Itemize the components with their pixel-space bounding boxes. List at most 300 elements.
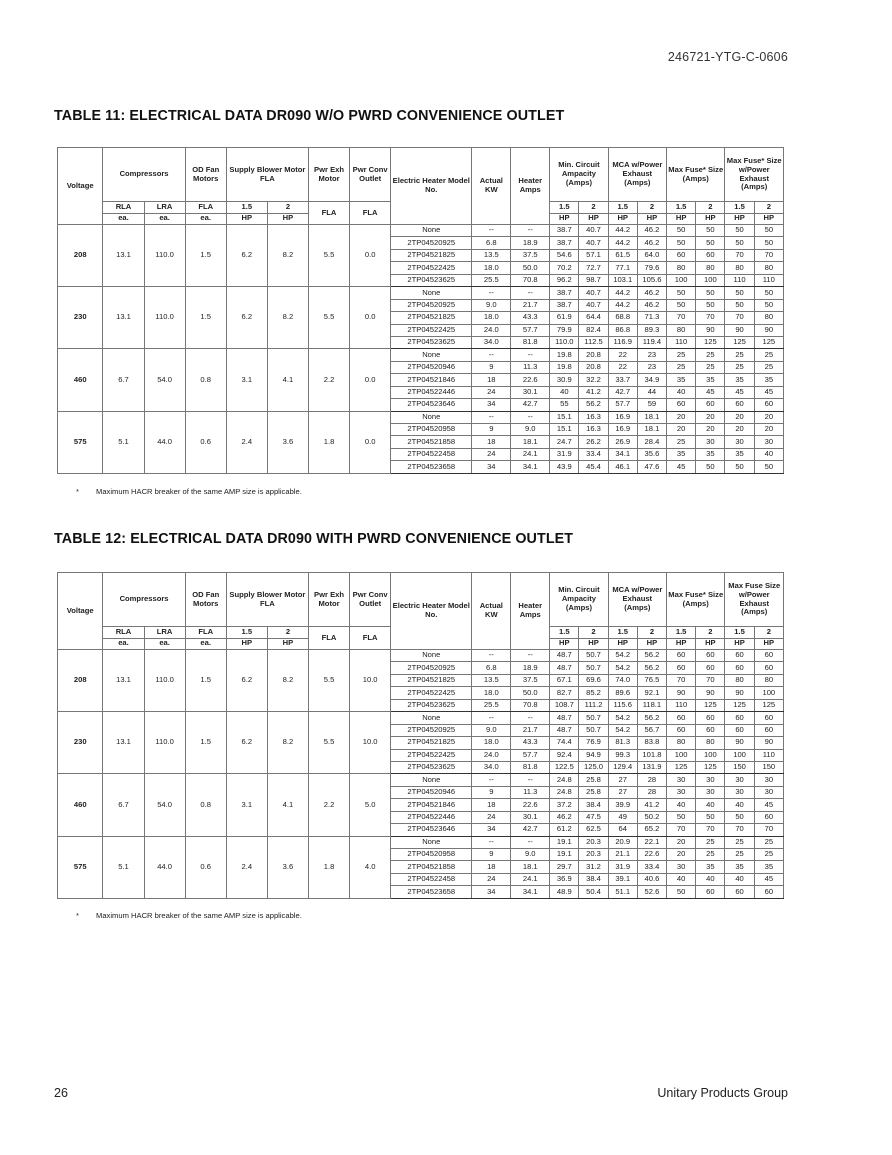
max-fuse-header: Max Fuse* Size (Amps) [667,148,725,202]
max-fuse-exh-15-cell: 50 [725,811,754,823]
rla-value: 13.1 [103,287,144,349]
mca-2-cell: 56.2 [579,399,608,411]
actual-kw-cell: 24.0 [472,749,511,761]
actual-kw-cell: 13.5 [472,249,511,261]
max-fuse-exh-15-cell: 35 [725,861,754,873]
od-fan-fla-value: 0.8 [185,349,226,411]
max-fuse-15-cell: 50 [667,886,696,898]
mca-2-cell: 20.8 [579,349,608,361]
actual-kw-cell: 18.0 [472,312,511,324]
mca-exh-15-cell: 26.9 [608,436,637,448]
pwr-exh-fla-value: 2.2 [308,774,349,836]
mca-exh-2-cell: 56.2 [637,650,666,662]
actual-kw-header: Actual KW [472,148,511,225]
max-fuse-2-cell: 50 [696,237,725,249]
mca-exh-15-cell: 57.7 [608,399,637,411]
mca-exh-2-cell: 34.9 [637,374,666,386]
max-fuse-exh-15-cell: 20 [725,411,754,423]
max-fuse-15-cell: 25 [667,361,696,373]
heater-amps-cell: 42.7 [511,824,550,836]
max-fuse-exh-15-cell: 25 [725,361,754,373]
mca-15-cell: 29.7 [550,861,579,873]
rla-value: 13.1 [103,650,144,712]
lra-value: 44.0 [144,411,185,473]
heater-amps-cell: 18.9 [511,662,550,674]
max-fuse-2-cell: 100 [696,274,725,286]
od-fan-fla-value: 0.6 [185,411,226,473]
heater-amps-cell: 50.0 [511,687,550,699]
mca-exh-2-cell: 46.2 [637,299,666,311]
max-fuse-exh-15-cell: 30 [725,436,754,448]
mca-exh-15-cell: 99.3 [608,749,637,761]
mca-2-cell: 40.7 [579,237,608,249]
pwr-exh-motor-header: Pwr Exh Motor [308,573,349,627]
max-fuse-exh-2-cell: 90 [754,324,783,336]
max-fuse-2-cell: 20 [696,411,725,423]
heater-model-cell: 2TP04521825 [391,737,472,749]
mca-exh-15-cell: 21.1 [608,849,637,861]
max-fuse-exh-2-cell: 35 [754,861,783,873]
max-fuse-15-cell: 110 [667,336,696,348]
mca-power-exhaust-header: MCA w/Power Exhaust (Amps) [608,148,666,202]
mca-15-cell: 74.4 [550,737,579,749]
hp-15-header: 1.5 [725,202,754,214]
mca-exh-15-cell: 115.6 [608,699,637,711]
max-fuse-2-cell: 20 [696,424,725,436]
heater-model-header: Electric Heater Model No. [391,573,472,650]
max-fuse-2-cell: 70 [696,824,725,836]
heater-amps-header: Heater Amps [511,573,550,650]
blower-15-header: 1.5 [226,627,267,639]
max-fuse-2-cell: 35 [696,861,725,873]
max-fuse-2-cell: 25 [696,349,725,361]
mca-2-cell: 33.4 [579,448,608,460]
mca-15-cell: 96.2 [550,274,579,286]
pwr-exh-fla-value: 1.8 [308,836,349,898]
mca-exh-2-cell: 40.6 [637,873,666,885]
mca-exh-2-cell: 119.4 [637,336,666,348]
max-fuse-15-cell: 50 [667,225,696,237]
rla-value: 5.1 [103,836,144,898]
mca-15-cell: 79.9 [550,324,579,336]
heater-model-cell: 2TP04522458 [391,873,472,885]
conv-outlet-fla-value: 0.0 [350,225,391,287]
footer-company: Unitary Products Group [657,1086,788,1100]
mca-2-cell: 47.5 [579,811,608,823]
max-fuse-15-cell: 30 [667,774,696,786]
max-fuse-exh-2-cell: 20 [754,424,783,436]
mca-exh-15-cell: 44.2 [608,237,637,249]
conv-fla-header: FLA [350,627,391,650]
max-fuse-exh-2-cell: 60 [754,662,783,674]
voltage-value: 208 [58,225,103,287]
max-fuse-15-cell: 20 [667,424,696,436]
actual-kw-cell: 24 [472,811,511,823]
heater-amps-cell: -- [511,225,550,237]
heater-model-cell: 2TP04522446 [391,386,472,398]
max-fuse-2-cell: 80 [696,737,725,749]
heater-model-cell: 2TP04523625 [391,274,472,286]
max-fuse-15-cell: 35 [667,448,696,460]
heater-amps-cell: 30.1 [511,386,550,398]
footnote-text: Maximum HACR breaker of the same AMP size is applicable. [96,911,302,920]
blower-2-value: 4.1 [267,349,308,411]
mca-exh-15-cell: 16.9 [608,424,637,436]
max-fuse-exh-2-cell: 60 [754,886,783,898]
max-fuse-exh-15-cell: 60 [725,650,754,662]
rla-value: 13.1 [103,712,144,774]
voltage-value: 575 [58,411,103,473]
mca-15-cell: 19.1 [550,836,579,848]
heater-amps-cell: 22.6 [511,374,550,386]
rla-value: 6.7 [103,349,144,411]
unit-hp: HP [754,638,783,650]
hp-15-header: 1.5 [608,627,637,639]
compressors-header: Compressors [103,148,185,202]
heater-model-cell: 2TP04520946 [391,361,472,373]
max-fuse-15-cell: 30 [667,861,696,873]
mca-exh-2-cell: 56.7 [637,724,666,736]
heater-amps-cell: 34.1 [511,886,550,898]
max-fuse-15-cell: 45 [667,461,696,473]
heater-model-cell: 2TP04520925 [391,237,472,249]
mca-15-cell: 54.6 [550,249,579,261]
mca-exh-2-cell: 22.6 [637,849,666,861]
max-fuse-15-cell: 20 [667,849,696,861]
unit-ea: ea. [144,638,185,650]
actual-kw-cell: 18 [472,436,511,448]
mca-15-cell: 19.8 [550,349,579,361]
heater-model-cell: 2TP04523658 [391,886,472,898]
max-fuse-2-cell: 100 [696,749,725,761]
hp-2-header: 2 [696,627,725,639]
max-fuse-exh-2-cell: 60 [754,650,783,662]
max-fuse-exh-15-cell: 60 [725,399,754,411]
blower-2-value: 3.6 [267,836,308,898]
mca-exh-15-cell: 46.1 [608,461,637,473]
voltage-value: 230 [58,287,103,349]
hp-2-header: 2 [754,627,783,639]
max-fuse-2-cell: 60 [696,662,725,674]
blower-15-value: 3.1 [226,349,267,411]
mca-exh-15-cell: 77.1 [608,262,637,274]
mca-15-cell: 30.9 [550,374,579,386]
mca-exh-15-cell: 81.3 [608,737,637,749]
max-fuse-2-cell: 60 [696,249,725,261]
voltage-value: 460 [58,349,103,411]
max-fuse-exh-2-cell: 45 [754,386,783,398]
max-fuse-exh-15-cell: 60 [725,724,754,736]
mca-15-cell: 36.9 [550,873,579,885]
mca-exh-15-cell: 51.1 [608,886,637,898]
mca-2-cell: 20.3 [579,849,608,861]
heater-amps-cell: 43.3 [511,312,550,324]
max-fuse-15-cell: 100 [667,749,696,761]
heater-model-cell: 2TP04522425 [391,687,472,699]
mca-2-cell: 112.5 [579,336,608,348]
heater-amps-cell: 57.7 [511,749,550,761]
lra-value: 110.0 [144,225,185,287]
mca-15-cell: 82.7 [550,687,579,699]
mca-15-cell: 38.7 [550,237,579,249]
actual-kw-cell: 6.8 [472,237,511,249]
mca-exh-2-cell: 23 [637,361,666,373]
max-fuse-exhaust-header: Max Fuse* Size w/Power Exhaust (Amps) [725,148,784,202]
mca-exh-15-cell: 31.9 [608,861,637,873]
conv-outlet-fla-value: 5.0 [350,774,391,836]
lra-header: LRA [144,627,185,639]
mca-exh-2-cell: 101.8 [637,749,666,761]
mca-exh-15-cell: 44.2 [608,287,637,299]
max-fuse-15-cell: 50 [667,237,696,249]
mca-exh-2-cell: 118.1 [637,699,666,711]
max-fuse-15-cell: 125 [667,761,696,773]
table-row [58,349,784,361]
unit-hp: HP [550,638,579,650]
mca-exh-15-cell: 39.9 [608,799,637,811]
heater-model-cell: 2TP04520946 [391,786,472,798]
mca-2-cell: 50.7 [579,650,608,662]
mca-exh-15-cell: 22 [608,361,637,373]
mca-exh-2-cell: 131.9 [637,761,666,773]
max-fuse-exh-15-cell: 70 [725,824,754,836]
heater-amps-cell: 11.3 [511,786,550,798]
heater-amps-cell: 43.3 [511,737,550,749]
mca-2-cell: 38.4 [579,799,608,811]
mca-15-cell: 55 [550,399,579,411]
mca-exh-15-cell: 44.2 [608,299,637,311]
blower-15-value: 2.4 [226,411,267,473]
actual-kw-cell: 34 [472,461,511,473]
heater-model-cell: 2TP04523625 [391,761,472,773]
table-row [58,774,784,786]
max-fuse-exh-15-cell: 125 [725,699,754,711]
conv-fla-header: FLA [350,202,391,225]
max-fuse-2-cell: 45 [696,386,725,398]
mca-exh-15-cell: 74.0 [608,674,637,686]
actual-kw-cell: 24.0 [472,324,511,336]
max-fuse-exh-2-cell: 50 [754,237,783,249]
max-fuse-exh-2-cell: 30 [754,774,783,786]
hp-2-header: 2 [696,202,725,214]
max-fuse-15-cell: 80 [667,737,696,749]
mca-2-cell: 125.0 [579,761,608,773]
max-fuse-exh-15-cell: 70 [725,249,754,261]
actual-kw-cell: 18 [472,374,511,386]
heater-amps-cell: -- [511,349,550,361]
heater-amps-cell: 18.1 [511,436,550,448]
max-fuse-exh-15-cell: 90 [725,737,754,749]
mca-exh-2-cell: 33.4 [637,861,666,873]
mca-15-cell: 38.7 [550,225,579,237]
mca-exh-2-cell: 46.2 [637,237,666,249]
max-fuse-15-cell: 80 [667,262,696,274]
hp-2-header: 2 [637,627,666,639]
heater-amps-cell: 18.9 [511,237,550,249]
max-fuse-2-cell: 125 [696,336,725,348]
max-fuse-15-cell: 60 [667,712,696,724]
max-fuse-exh-15-cell: 35 [725,448,754,460]
unit-hp: HP [608,638,637,650]
blower-15-value: 6.2 [226,712,267,774]
od-fan-fla-value: 1.5 [185,225,226,287]
max-fuse-exh-2-cell: 80 [754,312,783,324]
max-fuse-exh-2-cell: 100 [754,687,783,699]
mca-2-cell: 20.8 [579,361,608,373]
max-fuse-2-cell: 125 [696,761,725,773]
mca-2-cell: 85.2 [579,687,608,699]
mca-exh-15-cell: 64 [608,824,637,836]
hp-15-header: 1.5 [725,627,754,639]
heater-amps-cell: -- [511,287,550,299]
compressors-header: Compressors [103,573,185,627]
max-fuse-exh-15-cell: 40 [725,873,754,885]
mca-2-cell: 16.3 [579,411,608,423]
max-fuse-2-cell: 80 [696,262,725,274]
heater-model-cell: 2TP04520925 [391,299,472,311]
mca-2-cell: 32.2 [579,374,608,386]
max-fuse-exh-15-cell: 60 [725,712,754,724]
conv-outlet-fla-value: 4.0 [350,836,391,898]
heater-amps-cell: -- [511,712,550,724]
pwr-exh-fla-header: FLA [308,202,349,225]
hp-2-header: 2 [579,202,608,214]
max-fuse-exh-15-cell: 90 [725,687,754,699]
max-fuse-15-cell: 70 [667,674,696,686]
max-fuse-2-cell: 60 [696,399,725,411]
mca-2-cell: 72.7 [579,262,608,274]
mca-2-cell: 64.4 [579,312,608,324]
mca-exh-2-cell: 76.5 [637,674,666,686]
max-fuse-2-cell: 25 [696,361,725,373]
mca-2-cell: 50.7 [579,724,608,736]
heater-amps-cell: 22.6 [511,799,550,811]
mca-2-cell: 16.3 [579,424,608,436]
pwr-exh-motor-header: Pwr Exh Motor [308,148,349,202]
fla-header: FLA [185,202,226,214]
heater-model-cell: None [391,287,472,299]
max-fuse-exh-2-cell: 150 [754,761,783,773]
max-fuse-exh-2-cell: 25 [754,349,783,361]
mca-15-cell: 67.1 [550,674,579,686]
max-fuse-2-cell: 30 [696,436,725,448]
mca-exh-2-cell: 46.2 [637,225,666,237]
mca-15-cell: 48.9 [550,886,579,898]
max-fuse-exh-15-cell: 110 [725,274,754,286]
pwr-exh-fla-value: 1.8 [308,411,349,473]
max-fuse-15-cell: 100 [667,274,696,286]
heater-amps-cell: 11.3 [511,361,550,373]
mca-exh-15-cell: 89.6 [608,687,637,699]
mca-2-cell: 31.2 [579,861,608,873]
mca-2-cell: 50.4 [579,886,608,898]
mca-2-cell: 57.1 [579,249,608,261]
mca-exh-15-cell: 27 [608,786,637,798]
mca-2-cell: 25.8 [579,774,608,786]
mca-2-cell: 20.3 [579,836,608,848]
actual-kw-cell: 18 [472,799,511,811]
pwr-exh-fla-value: 2.2 [308,349,349,411]
max-fuse-exh-15-cell: 90 [725,324,754,336]
heater-amps-cell: 81.8 [511,336,550,348]
actual-kw-cell: -- [472,774,511,786]
mca-15-cell: 40 [550,386,579,398]
actual-kw-cell: 34 [472,824,511,836]
heater-model-cell: 2TP04521846 [391,374,472,386]
heater-model-cell: 2TP04521846 [391,799,472,811]
max-fuse-15-cell: 40 [667,386,696,398]
mca-exh-2-cell: 89.3 [637,324,666,336]
max-fuse-15-cell: 20 [667,411,696,423]
heater-amps-cell: -- [511,411,550,423]
hp-2-header: 2 [754,202,783,214]
actual-kw-cell: 9.0 [472,724,511,736]
od-fan-fla-value: 0.8 [185,774,226,836]
heater-amps-cell: 34.1 [511,461,550,473]
heater-amps-cell: 21.7 [511,724,550,736]
mca-15-cell: 19.1 [550,849,579,861]
max-fuse-exh-15-cell: 50 [725,299,754,311]
mca-exh-15-cell: 54.2 [608,724,637,736]
heater-amps-cell: 30.1 [511,811,550,823]
max-fuse-2-cell: 70 [696,674,725,686]
actual-kw-cell: 13.5 [472,674,511,686]
rla-value: 5.1 [103,411,144,473]
mca-exh-2-cell: 46.2 [637,287,666,299]
mca-exh-15-cell: 39.1 [608,873,637,885]
heater-amps-cell: 18.1 [511,861,550,873]
heater-model-cell: 2TP04521825 [391,674,472,686]
max-fuse-exh-15-cell: 30 [725,774,754,786]
actual-kw-cell: -- [472,287,511,299]
heater-model-cell: None [391,411,472,423]
hp-15-header: 1.5 [550,202,579,214]
table-11-title: TABLE 11: ELECTRICAL DATA DR090 W/O PWRD CONVENIENCE OUTLET [54,108,565,124]
mca-exh-2-cell: 23 [637,349,666,361]
mca-exh-2-cell: 56.2 [637,662,666,674]
unit-hp: HP [637,638,666,650]
mca-exh-2-cell: 64.0 [637,249,666,261]
mca-exh-2-cell: 18.1 [637,411,666,423]
unit-hp: HP [267,213,308,225]
table-row [58,411,784,423]
max-fuse-exh-15-cell: 125 [725,336,754,348]
od-fan-fla-value: 0.6 [185,836,226,898]
mca-exh-2-cell: 71.3 [637,312,666,324]
mca-2-cell: 69.6 [579,674,608,686]
actual-kw-cell: 9 [472,361,511,373]
max-fuse-exh-2-cell: 35 [754,374,783,386]
rla-value: 13.1 [103,225,144,287]
max-fuse-exh-2-cell: 50 [754,461,783,473]
unit-ea: ea. [144,213,185,225]
mca-exh-15-cell: 22 [608,349,637,361]
min-circuit-ampacity-header: Min. Circuit Ampacity (Amps) [550,148,608,202]
max-fuse-exh-15-cell: 150 [725,761,754,773]
table-row [58,650,784,662]
rla-value: 6.7 [103,774,144,836]
heater-amps-cell: 37.5 [511,249,550,261]
footnote-text: Maximum HACR breaker of the same AMP size is applicable. [96,487,302,496]
mca-2-cell: 40.7 [579,225,608,237]
heater-model-cell: 2TP04522446 [391,811,472,823]
mca-15-cell: 38.7 [550,299,579,311]
actual-kw-cell: -- [472,225,511,237]
pwr-conv-outlet-header: Pwr Conv Outlet [350,573,391,627]
heater-amps-cell: 70.8 [511,699,550,711]
page-number: 26 [54,1086,68,1100]
max-fuse-exh-15-cell: 80 [725,262,754,274]
